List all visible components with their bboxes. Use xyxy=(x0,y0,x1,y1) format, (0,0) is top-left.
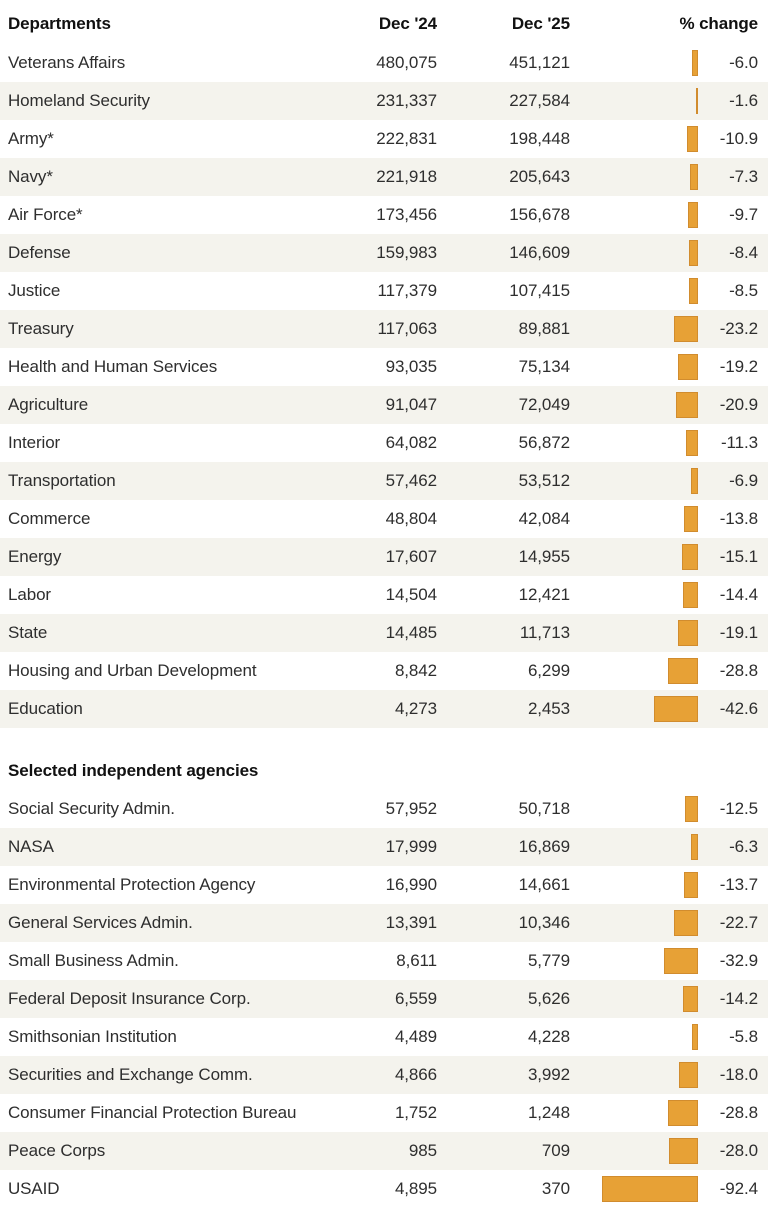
change-value: -10.9 xyxy=(719,129,758,148)
change-bar xyxy=(685,796,698,822)
change-cell xyxy=(570,319,758,339)
change-bar xyxy=(691,834,698,860)
change-bar xyxy=(690,164,698,190)
change-bar xyxy=(668,1100,698,1126)
change-value: -5.8 xyxy=(729,1027,758,1046)
change-value: -14.2 xyxy=(719,989,758,1008)
change-value: -6.9 xyxy=(729,471,758,490)
dec25-value: 156,678 xyxy=(509,205,570,224)
change-value: -6.0 xyxy=(729,53,758,72)
change-value: -32.9 xyxy=(719,951,758,970)
dec24-value: 480,075 xyxy=(376,53,437,72)
change-cell xyxy=(570,471,758,491)
dec25-value: 75,134 xyxy=(518,357,570,376)
table-row xyxy=(0,234,768,272)
change-cell xyxy=(570,547,758,567)
change-bar xyxy=(668,658,698,684)
change-value: -22.7 xyxy=(719,913,758,932)
change-value: -8.5 xyxy=(729,281,758,300)
row-label: Transportation xyxy=(8,471,116,490)
change-bar xyxy=(686,430,698,456)
table-row xyxy=(0,310,768,348)
change-bar xyxy=(669,1138,698,1164)
table-row xyxy=(0,1056,768,1094)
table-row xyxy=(0,82,768,120)
dec25-value: 6,299 xyxy=(527,661,570,680)
change-cell xyxy=(570,1179,758,1199)
change-cell xyxy=(570,205,758,225)
dec25-value: 3,992 xyxy=(527,1065,570,1084)
table-row xyxy=(0,576,768,614)
dec25-value: 72,049 xyxy=(518,395,570,414)
change-bar xyxy=(674,910,698,936)
change-value: -42.6 xyxy=(719,699,758,718)
change-cell xyxy=(570,395,758,415)
change-bar xyxy=(691,468,698,494)
change-cell xyxy=(570,837,758,857)
dec24-value: 4,866 xyxy=(394,1065,437,1084)
dec25-value: 11,713 xyxy=(519,623,570,642)
change-value: -7.3 xyxy=(729,167,758,186)
change-cell xyxy=(570,357,758,377)
change-cell xyxy=(570,1141,758,1161)
change-cell xyxy=(570,1027,758,1047)
row-label: Labor xyxy=(8,585,51,604)
dec25-value: 1,248 xyxy=(527,1103,570,1122)
table-row xyxy=(0,348,768,386)
table-row xyxy=(0,1018,768,1056)
row-label: Homeland Security xyxy=(8,91,150,110)
change-value: -6.3 xyxy=(729,837,758,856)
change-cell xyxy=(570,699,758,719)
change-cell xyxy=(570,1065,758,1085)
table-row xyxy=(0,272,768,310)
change-value: -13.8 xyxy=(719,509,758,528)
table-row xyxy=(0,386,768,424)
table-header-row xyxy=(0,4,768,44)
change-bar xyxy=(689,278,698,304)
change-bar xyxy=(683,582,698,608)
change-cell xyxy=(570,433,758,453)
dec24-value: 985 xyxy=(408,1141,437,1160)
row-label: Consumer Financial Protection Bureau xyxy=(8,1103,297,1122)
change-bar xyxy=(687,126,698,152)
table-row xyxy=(0,158,768,196)
row-label: Health and Human Services xyxy=(8,357,218,376)
change-value: -12.5 xyxy=(719,799,758,818)
table-row xyxy=(0,538,768,576)
change-value: -9.7 xyxy=(729,205,758,224)
row-label: Social Security Admin. xyxy=(8,799,175,818)
change-value: -18.0 xyxy=(719,1065,758,1084)
dec25-value: 56,872 xyxy=(518,433,570,452)
dec25-value: 205,643 xyxy=(509,167,570,186)
change-bar xyxy=(692,1024,698,1050)
dec24-value: 48,804 xyxy=(385,509,437,528)
row-label: Housing and Urban Development xyxy=(8,661,257,680)
dec24-value: 57,462 xyxy=(385,471,437,490)
dec24-value: 8,611 xyxy=(396,951,437,970)
independent-agencies-rows xyxy=(0,790,768,1208)
change-bar xyxy=(678,620,698,646)
dec24-value: 91,047 xyxy=(385,395,437,414)
dec24-value: 4,895 xyxy=(394,1179,437,1198)
dec24-value: 231,337 xyxy=(376,91,437,110)
change-bar xyxy=(683,986,698,1012)
change-bar xyxy=(602,1176,698,1202)
table-row xyxy=(0,1170,768,1208)
dec24-value: 14,504 xyxy=(385,585,437,604)
change-value: -13.7 xyxy=(719,875,758,894)
column-header-dec24: Dec '24 xyxy=(378,14,437,33)
dec25-value: 4,228 xyxy=(527,1027,570,1046)
change-bar xyxy=(664,948,698,974)
change-bar xyxy=(692,50,698,76)
table-row xyxy=(0,44,768,82)
row-label: Veterans Affairs xyxy=(8,53,126,72)
change-value: -11.3 xyxy=(721,433,758,452)
change-value: -19.2 xyxy=(719,357,758,376)
table-row xyxy=(0,462,768,500)
change-bar xyxy=(696,88,698,114)
change-value: -28.8 xyxy=(719,1103,758,1122)
row-label: Small Business Admin. xyxy=(8,951,179,970)
row-label: State xyxy=(8,623,48,642)
dec25-value: 10,346 xyxy=(518,913,570,932)
dec25-value: 709 xyxy=(541,1141,570,1160)
dec24-value: 13,391 xyxy=(385,913,437,932)
table-row xyxy=(0,424,768,462)
table-row xyxy=(0,904,768,942)
change-value: -23.2 xyxy=(719,319,758,338)
table-row xyxy=(0,500,768,538)
row-label: Navy* xyxy=(8,167,53,186)
dec25-value: 146,609 xyxy=(509,243,570,262)
dec24-value: 117,379 xyxy=(377,281,437,300)
change-value: -20.9 xyxy=(719,395,758,414)
table-row xyxy=(0,120,768,158)
dec24-value: 117,063 xyxy=(377,319,437,338)
dec25-value: 227,584 xyxy=(509,91,570,110)
change-bar xyxy=(688,202,698,228)
change-bar xyxy=(679,1062,698,1088)
dec25-value: 5,626 xyxy=(527,989,570,1008)
dec24-value: 1,752 xyxy=(394,1103,437,1122)
section-title-independent-agencies: Selected independent agencies xyxy=(8,761,259,780)
row-label: USAID xyxy=(8,1179,60,1198)
change-cell xyxy=(570,91,758,111)
dec25-value: 370 xyxy=(541,1179,570,1198)
dec24-value: 17,607 xyxy=(385,547,437,566)
dec25-value: 2,453 xyxy=(527,699,570,718)
dec24-value: 4,489 xyxy=(394,1027,437,1046)
row-label: Commerce xyxy=(8,509,91,528)
change-cell xyxy=(570,623,758,643)
change-cell xyxy=(570,53,758,73)
row-label: Education xyxy=(8,699,83,718)
change-bar xyxy=(678,354,698,380)
table-row xyxy=(0,1132,768,1170)
table-row xyxy=(0,866,768,904)
row-label: Interior xyxy=(8,433,61,452)
dec24-value: 14,485 xyxy=(385,623,437,642)
change-bar xyxy=(682,544,698,570)
row-label: General Services Admin. xyxy=(8,913,193,932)
dec24-value: 57,952 xyxy=(385,799,437,818)
table-row xyxy=(0,196,768,234)
row-label: Securities and Exchange Comm. xyxy=(8,1065,253,1084)
column-header-pct-change: % change xyxy=(679,14,758,33)
dec25-value: 107,415 xyxy=(509,281,570,300)
dec24-value: 93,035 xyxy=(385,357,437,376)
row-label: Army* xyxy=(8,129,54,148)
column-header-departments: Departments xyxy=(8,14,111,33)
row-label: Environmental Protection Agency xyxy=(8,875,256,894)
table-row xyxy=(0,652,768,690)
change-bar xyxy=(676,392,698,418)
dec25-value: 451,121 xyxy=(509,53,570,72)
table-row xyxy=(0,690,768,728)
dec24-value: 8,842 xyxy=(394,661,437,680)
change-cell xyxy=(570,281,758,301)
change-cell xyxy=(570,661,758,681)
change-cell xyxy=(570,989,758,1009)
change-bar xyxy=(689,240,698,266)
row-label: Federal Deposit Insurance Corp. xyxy=(8,989,251,1008)
change-cell xyxy=(570,1103,758,1123)
dec25-value: 198,448 xyxy=(509,129,570,148)
dec25-value: 42,084 xyxy=(518,509,570,528)
change-bar xyxy=(684,506,698,532)
table-row xyxy=(0,614,768,652)
change-value: -8.4 xyxy=(729,243,758,262)
dec24-value: 16,990 xyxy=(385,875,437,894)
change-value: -19.1 xyxy=(719,623,758,642)
change-cell xyxy=(570,799,758,819)
change-cell xyxy=(570,585,758,605)
row-label: Treasury xyxy=(8,319,74,338)
table-row xyxy=(0,942,768,980)
dec25-value: 50,718 xyxy=(518,799,570,818)
dec25-value: 12,421 xyxy=(518,585,570,604)
change-value: -14.4 xyxy=(719,585,758,604)
dec25-value: 14,955 xyxy=(518,547,570,566)
change-cell xyxy=(570,167,758,187)
row-label: NASA xyxy=(8,837,54,856)
dec24-value: 6,559 xyxy=(394,989,437,1008)
dec24-value: 17,999 xyxy=(385,837,437,856)
dec24-value: 221,918 xyxy=(376,167,437,186)
dec24-value: 222,831 xyxy=(376,129,437,148)
change-bar xyxy=(654,696,698,722)
change-value: -1.6 xyxy=(729,91,758,110)
dec25-value: 16,869 xyxy=(518,837,570,856)
column-header-dec25: Dec '25 xyxy=(511,14,570,33)
dec24-value: 4,273 xyxy=(394,699,437,718)
dec24-value: 173,456 xyxy=(376,205,437,224)
row-label: Smithsonian Institution xyxy=(8,1027,177,1046)
change-bar xyxy=(684,872,698,898)
dec24-value: 64,082 xyxy=(385,433,437,452)
change-cell xyxy=(570,509,758,529)
change-value: -28.8 xyxy=(719,661,758,680)
dec25-value: 5,779 xyxy=(527,951,570,970)
table-row xyxy=(0,828,768,866)
change-cell xyxy=(570,875,758,895)
row-label: Peace Corps xyxy=(8,1141,106,1160)
change-value: -28.0 xyxy=(719,1141,758,1160)
change-bar xyxy=(674,316,698,342)
dec25-value: 89,881 xyxy=(518,319,570,338)
change-cell xyxy=(570,951,758,971)
change-value: -92.4 xyxy=(719,1179,758,1198)
row-label: Defense xyxy=(8,243,71,262)
dec25-value: 53,512 xyxy=(518,471,570,490)
dec25-value: 14,661 xyxy=(518,875,570,894)
row-label: Air Force* xyxy=(8,205,83,224)
row-label: Agriculture xyxy=(8,395,89,414)
row-label: Energy xyxy=(8,547,62,566)
table-row xyxy=(0,980,768,1018)
change-value: -15.1 xyxy=(719,547,758,566)
departments-rows xyxy=(0,44,768,728)
change-cell xyxy=(570,913,758,933)
row-label: Justice xyxy=(8,281,61,300)
change-cell xyxy=(570,129,758,149)
table-row xyxy=(0,1094,768,1132)
change-cell xyxy=(570,243,758,263)
table-row xyxy=(0,790,768,828)
dec24-value: 159,983 xyxy=(376,243,437,262)
